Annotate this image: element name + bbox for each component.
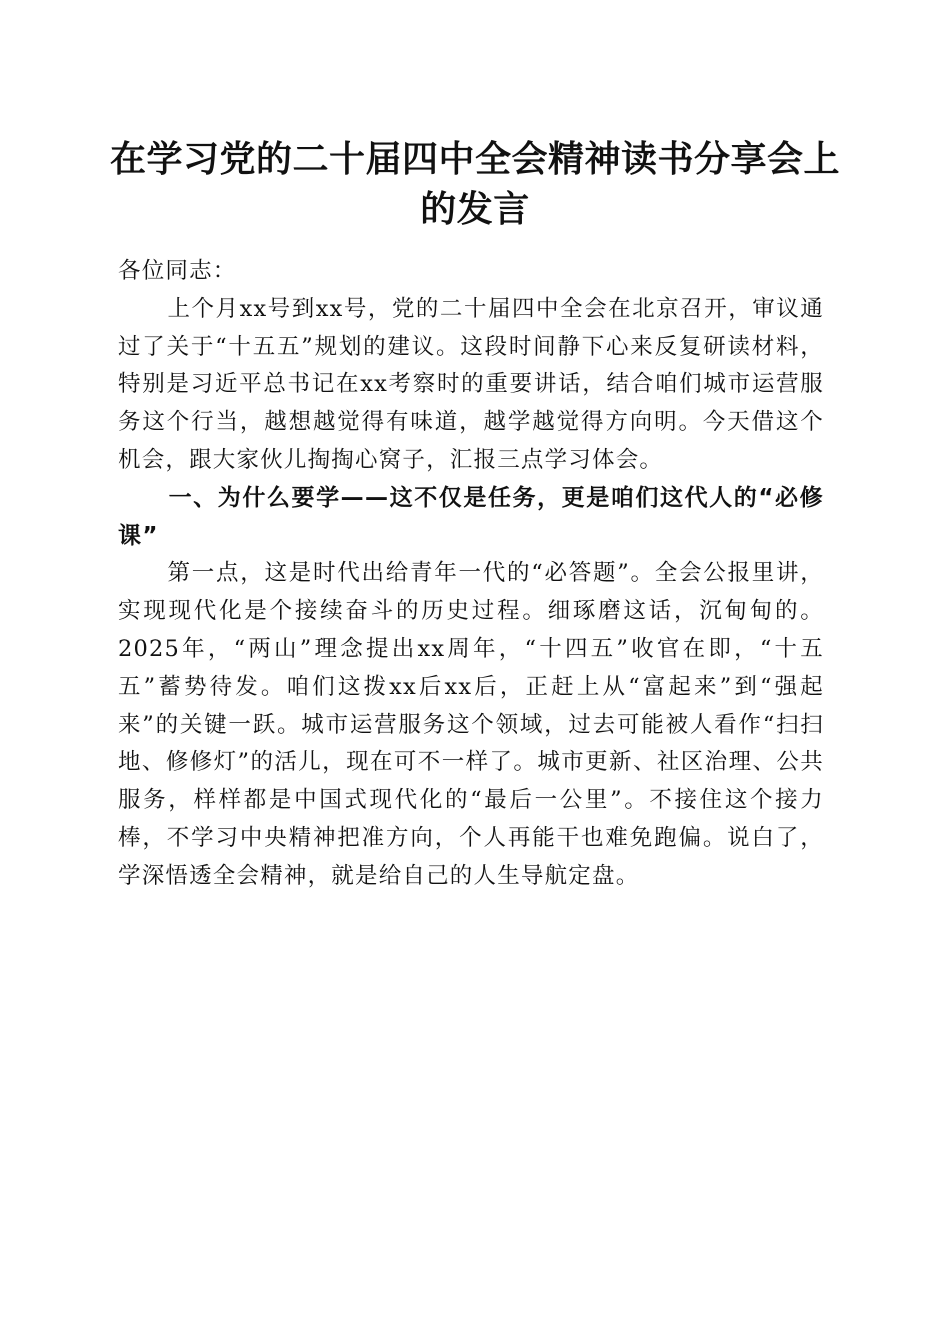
- document-title: 在学习党的二十届四中全会精神读书分享会上的发言: [110, 138, 841, 230]
- intro-paragraph: 上个月xx号到xx号，党的二十届四中全会在北京召开，审议通过了关于“十五五”规划的建议。这段时间静下心来反复研读材料，特别是习近平总书记在xx考察时的重要讲话，结合咱们城市运营服务这个行当，越想越觉得有味道，越学越觉得方向明。今天借这个机会，跟大家伙儿掏掏心窝子，汇报三点学习体会。: [118, 295, 824, 473]
- document-body: [118, 253, 824, 896]
- section-paragraph: 第一点，这是时代出给青年一代的“必答题”。全会公报里讲，实现现代化是个接续奋斗的历史过程。细琢磨这话，沉甸甸的。2025年，“两山”理念提出xx周年，“十四五”收官在即，“十五五”蓄势待发。咱们这拨xx后xx后，正赶上从“富起来”到“强起来”的关键一跃。城市运营服务这个领域，过去可能被人看作“扫扫地、修修灯”的活儿，现在可不一样了。城市更新、社区治理、公共服务，样样都是中国式现代化的“最后一公里”。不接住这个接力棒，不学习中央精神把准方向，个人再能干也难免跑偏。说白了，学深悟透全会精神，就是给自己的人生导航定盘。: [118, 560, 824, 889]
- section-heading: 一、为什么要学——这不仅是任务，更是咱们这代人的“必修课”: [118, 484, 824, 549]
- salutation: 各位同志：: [118, 258, 237, 284]
